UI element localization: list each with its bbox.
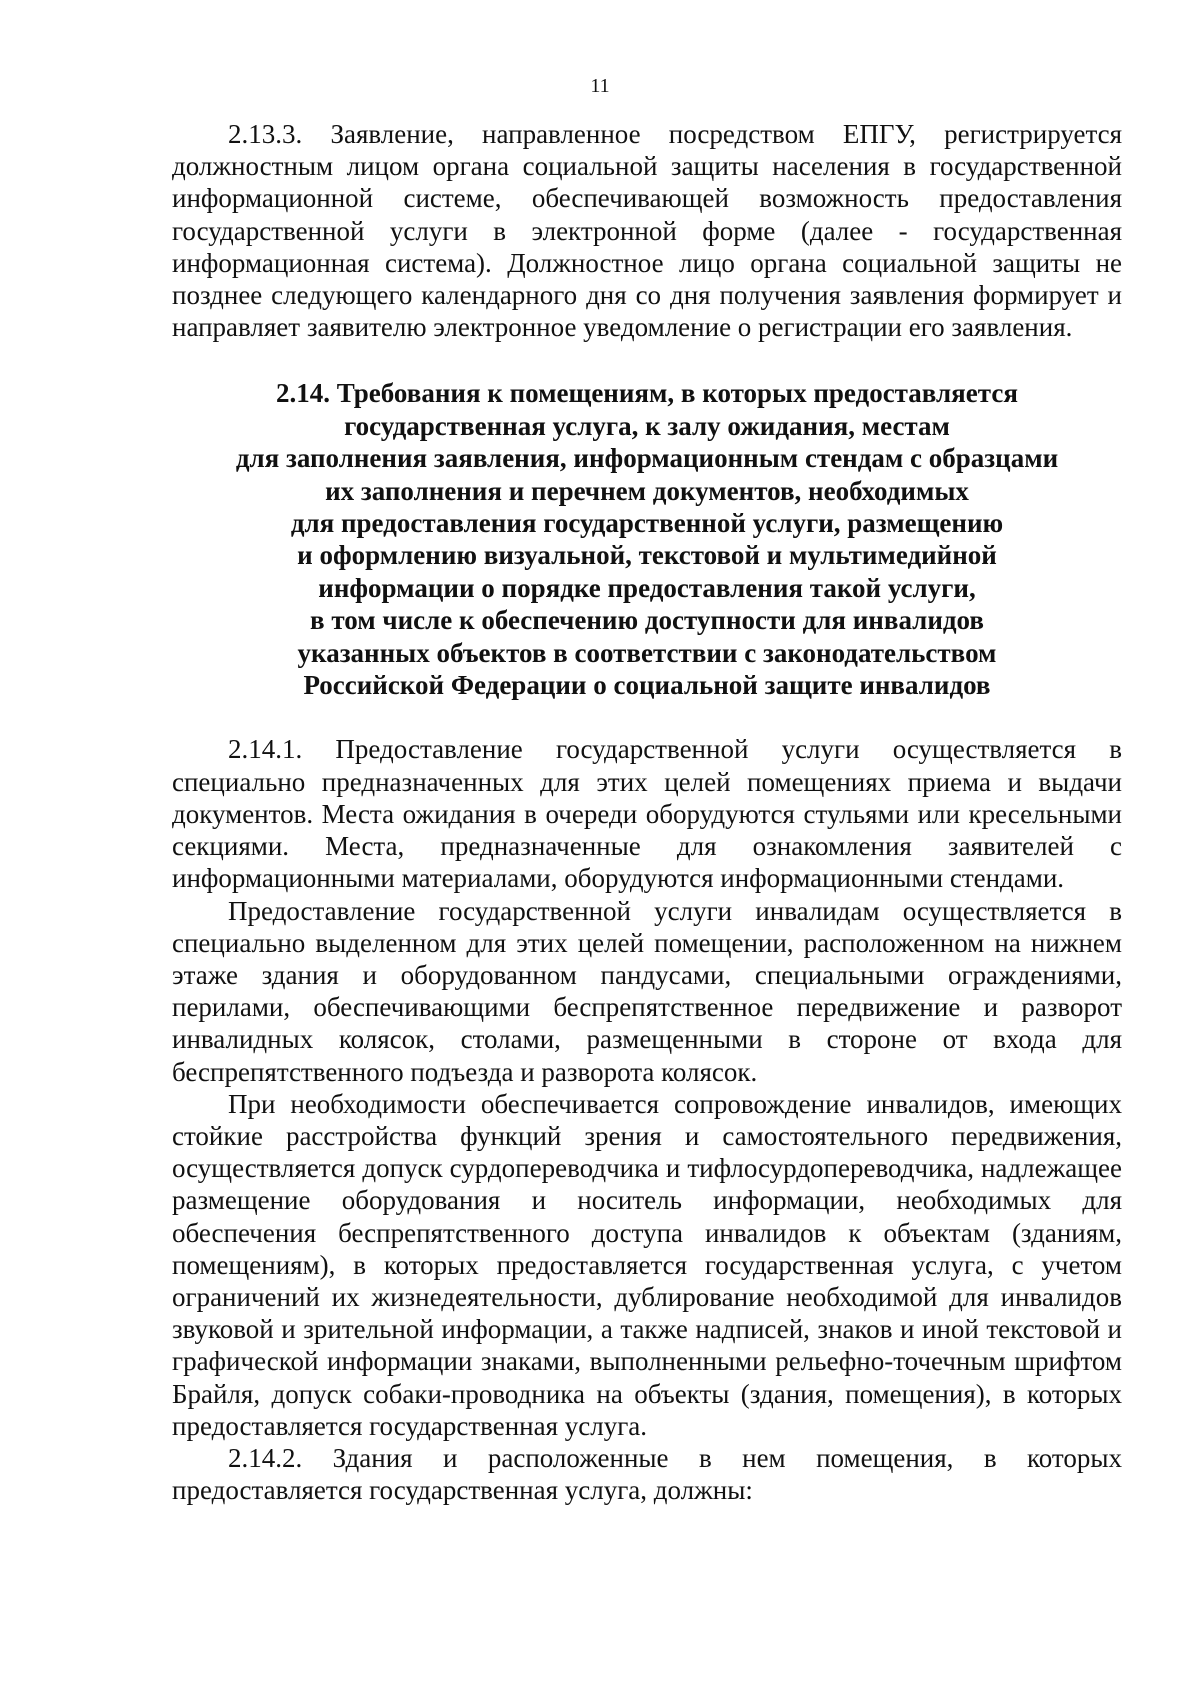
heading-line: для заполнения заявления, информационным стендам с образцами [235,443,1059,474]
page-content [172,118,1122,1506]
heading-line: государственная услуга, к залу ожидания, местам [344,410,950,441]
heading-line: Российской Федерации о социальной защите инвалидов [303,670,991,701]
heading-line: в том числе к обеспечению доступности для инвалидов [310,605,984,636]
paragraph-2-14-2: 2.14.2. Здания и расположенные в нем помещения, в которых предоставляется государственная услуга, должны: [172,1442,1122,1506]
heading-line: указанных объектов в соответствии с законодательством [297,637,997,668]
heading-line: 2.14. Требования к помещениям, в которых предоставляется [276,378,1018,409]
heading-line: информации о порядке предоставления такой услуги, [318,572,976,603]
paragraph-assistance: При необходимости обеспечивается сопровождение инвалидов, имеющих стойкие расстройства функций зрения и самостоятельного передвижения, осуществляется допуск сурдопереводчика и тифлосурдопереводчика, надлежащее размещение оборудования и носитель информации, необходимых для обеспечения беспрепятственного доступа инвалидов к объектам (зданиям, помещениям), в которых предоставляется государственная услуга, с учетом ограничений их жизнедеятельности, дублирование необходимой для инвалидов звуковой и зрительной информации, а также надписей, знаков и иной текстовой и графической информации знаками, выполненными рельефно-точечным шрифтом Брайля, допуск собаки-проводника на объекты (здания, помещения), в которых предоставляется государственная услуга. [172,1088,1122,1441]
paragraph-2-13-3: 2.13.3. Заявление, направленное посредством ЕПГУ, регистрируется должностным лицом органа социальной защиты населения в государственной информационной системе, обеспечивающей возможность предоставления государственной услуги в электронной форме (далее - государственная информационная система). Должностное лицо органа социальной защиты не позднее следующего календарного дня со дня получения заявления формирует и направляет заявителю электронное уведомление о регистрации его заявления. [172,119,1122,343]
paragraph-2-14-1: 2.14.1. Предоставление государственной услуги осуществляется в специально предназначенных для этих целей помещениях приема и выдачи документов. Места ожидания в очереди оборудуются стульями или кресельными секциями. Места, предназначенные для ознакомления заявителей с информационными материалами, оборудуются информационными стендами. [172,734,1122,894]
heading-line: и оформлению визуальной, текстовой и мультимедийной [297,540,997,571]
paragraph-disabled-access: Предоставление государственной услуги инвалидам осуществляется в специально выделенном для этих целей помещении, расположенном на нижнем этаже здания и оборудованном пандусами, специальными ограждениями, перилами, обеспечивающими беспрепятственное передвижение и разворот инвалидных колясок, столами, размещенными в стороне от входа для беспрепятственного подъезда и разворота колясок. [172,895,1122,1087]
heading-line: их заполнения и перечнем документов, необходимых [325,475,969,506]
section-heading-2-14 [172,377,1122,701]
heading-line: для предоставления государственной услуги, размещению [290,508,1004,539]
page-number: 11 [590,75,610,97]
